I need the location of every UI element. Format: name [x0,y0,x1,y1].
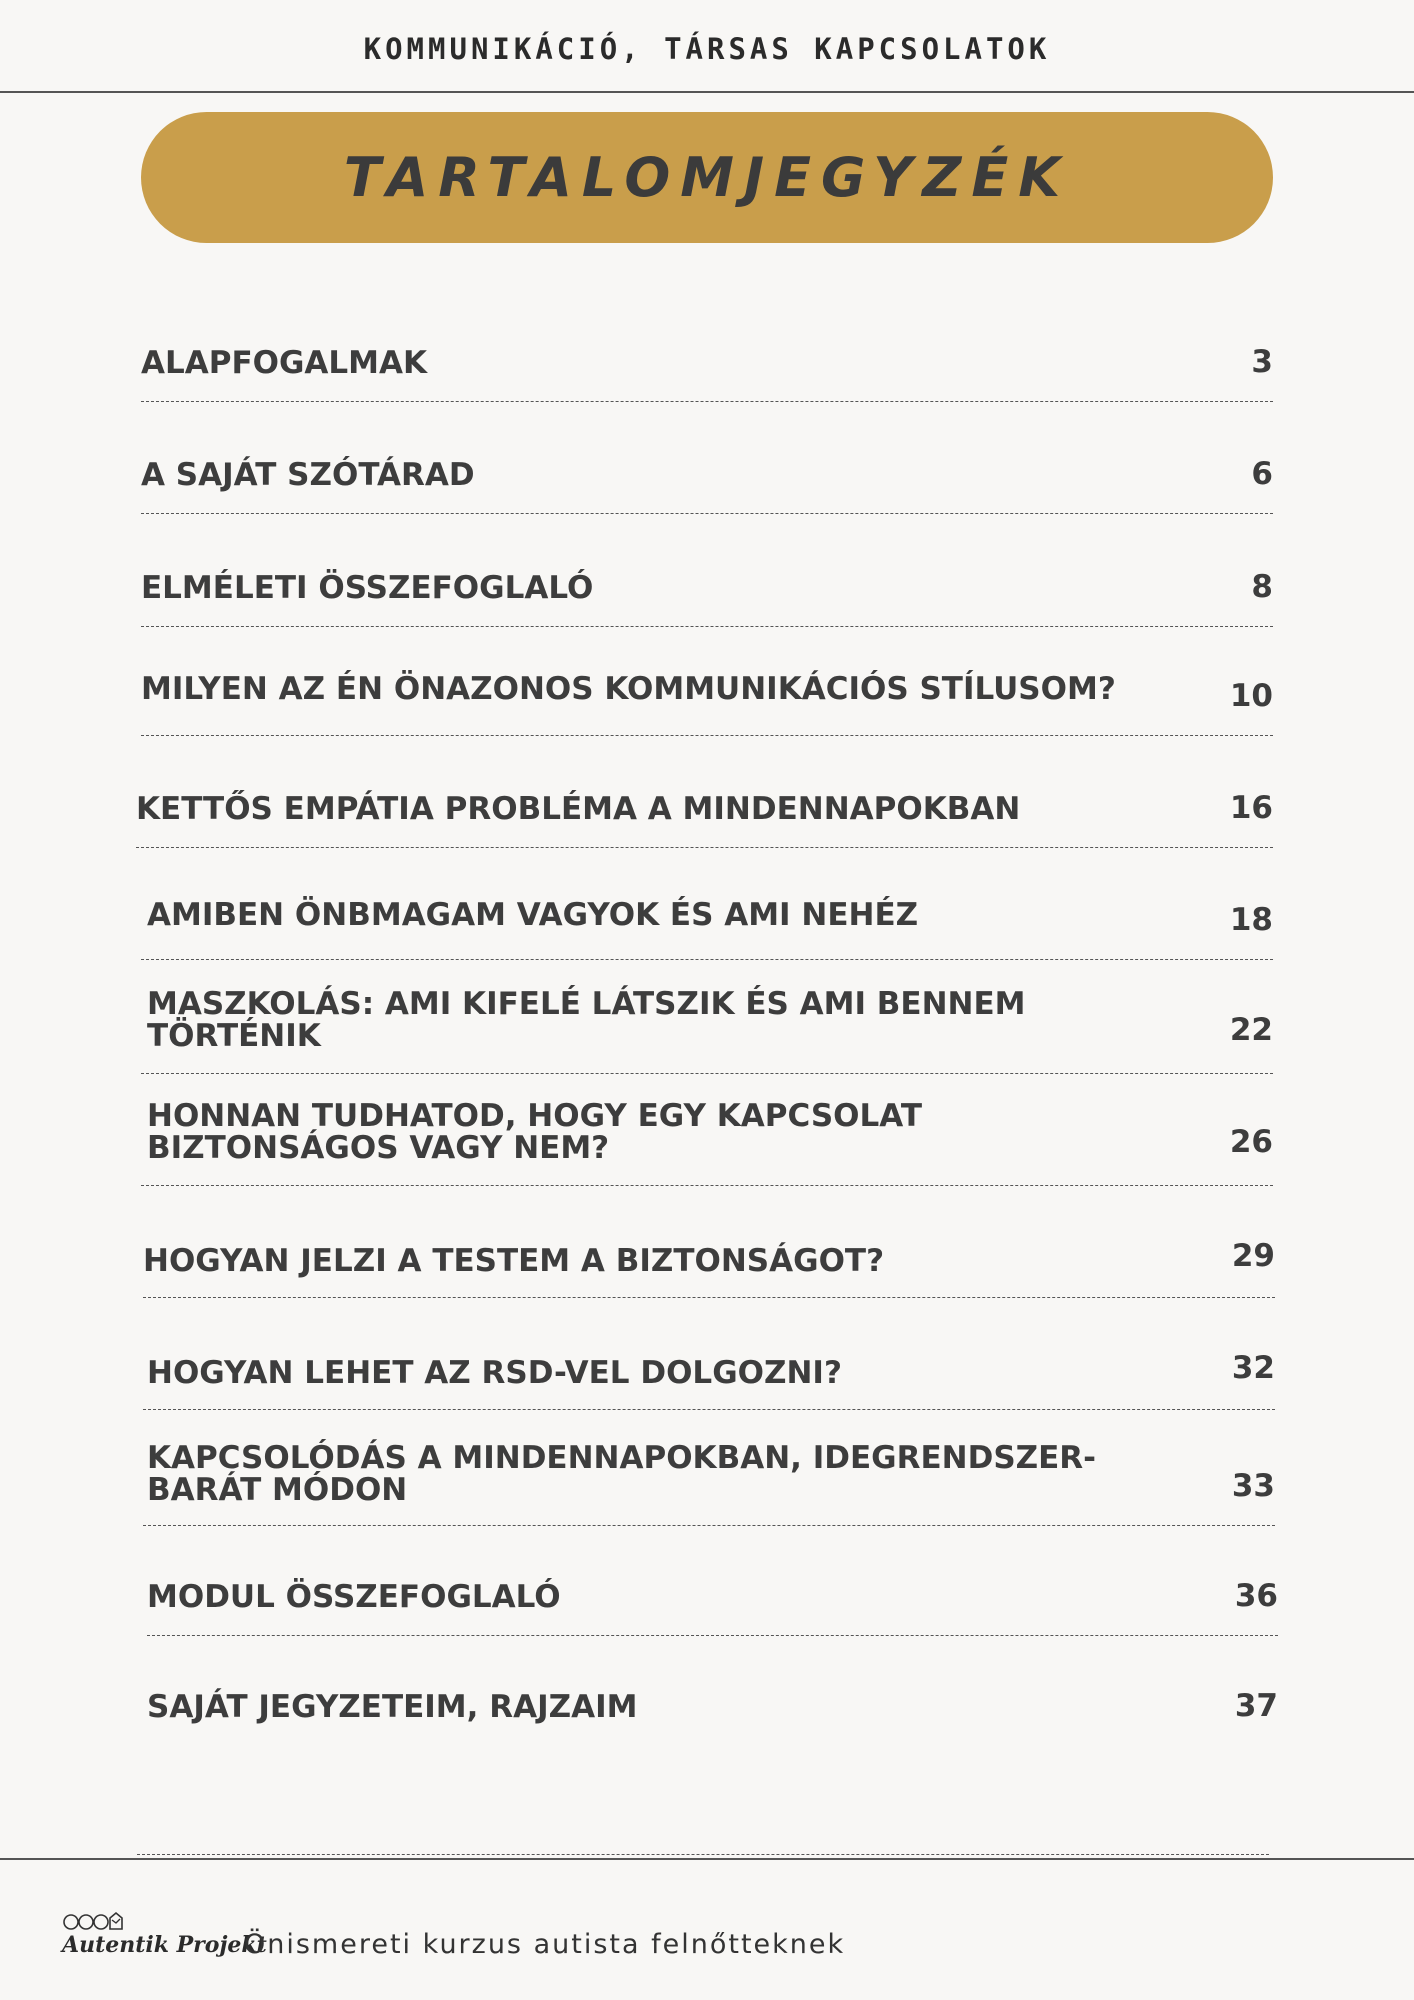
toc-entry-label: AMIBEN ÖNBMAGAM VAGYOK ÉS AMI NEHÉZ [147,897,919,933]
dotted-leader [143,1525,1275,1526]
toc-entry-page: 29 [1231,1238,1275,1274]
toc-entry[interactable] [141,422,1273,514]
footer-tagline: Önismereti kurzus autista felnőtteknek [244,1929,846,1960]
toc-entry-label: MODUL ÖSSZEFOGLALÓ [147,1579,561,1615]
toc-entry[interactable] [143,1206,1275,1298]
toc-entry-label: ELMÉLETI ÖSSZEFOGLALÓ [141,570,594,606]
toc-entry[interactable] [141,976,1273,1074]
toc-entry-page: 8 [1251,569,1273,605]
toc-entry-label: MILYEN AZ ÉN ÖNAZONOS KOMMUNIKÁCIÓS STÍLUSOM? [141,671,1116,707]
toc-entry-label: HONNAN TUDHATOD, HOGY EGY KAPCSOLAT BIZTONSÁGOS VAGY NEM? [147,1098,922,1166]
dotted-leader [141,513,1273,514]
toc-title: TARTALOMJEGYZÉK [343,146,1071,209]
toc-entry[interactable] [136,756,1273,848]
dotted-leader [136,847,1273,848]
toc-entry[interactable] [141,1088,1273,1186]
toc-title-banner [141,112,1273,243]
toc-entry-label: MASZKOLÁS: AMI KIFELÉ LÁTSZIK ÉS AMI BENNEM TÖRTÉNIK [147,986,1026,1054]
toc-entry[interactable] [147,1680,1278,1730]
toc-entry[interactable] [143,1424,1275,1526]
toc-entry[interactable] [141,642,1273,736]
dotted-leader [141,401,1273,402]
header-divider [0,91,1414,93]
toc-entry[interactable] [141,310,1273,402]
dotted-leader [141,1185,1273,1186]
dotted-leader [143,1297,1275,1298]
toc-entry[interactable] [141,535,1273,627]
toc-entry-label: HOGYAN LEHET AZ RSD-VEL DOLGOZNI? [147,1355,842,1391]
running-header: KOMMUNIKÁCIÓ, TÁRSAS KAPCSOLATOK [363,32,1051,66]
toc-entry-label: KAPCSOLÓDÁS A MINDENNAPOKBAN, IDEGRENDSZER-BARÁT MÓDON [147,1440,1097,1508]
toc-entry-label: ALAPFOGALMAK [141,345,428,381]
footer-divider [0,1858,1414,1860]
toc-entry-page: 6 [1251,456,1273,492]
toc-entry-page: 10 [1229,678,1273,714]
toc-entry-label: HOGYAN JELZI A TESTEM A BIZTONSÁGOT? [143,1243,885,1279]
toc-entry[interactable] [147,1544,1278,1636]
dotted-leader [141,1073,1273,1074]
toc-entry-page: 36 [1234,1578,1278,1614]
dotted-leader [141,959,1273,960]
toc-entry-label: KETTŐS EMPÁTIA PROBLÉMA A MINDENNAPOKBAN [136,791,1021,827]
toc-entry-page: 22 [1229,1012,1273,1048]
dotted-leader [147,1635,1278,1636]
toc-entry[interactable] [143,1318,1275,1410]
toc-entry-page: 33 [1231,1468,1275,1504]
dotted-leader [141,626,1273,627]
logo-circles-icon [62,1908,142,1932]
dotted-leader [143,1409,1275,1410]
toc-entry-page: 16 [1229,790,1273,826]
logo-text: Autentik Projekt [62,1932,267,1958]
toc-entry-page: 18 [1229,902,1273,938]
toc-entry-page: 37 [1234,1688,1278,1724]
autentik-projekt-logo [62,1908,267,1970]
footer-dotted-line [137,1854,1269,1855]
toc-entry-label: A SAJÁT SZÓTÁRAD [141,457,475,493]
dotted-leader [141,735,1273,736]
toc-entry[interactable] [141,868,1273,960]
toc-entry-label: SAJÁT JEGYZETEIM, RAJZAIM [147,1689,638,1725]
toc-entry-page: 32 [1231,1350,1275,1386]
toc-entry-page: 26 [1229,1124,1273,1160]
toc-entry-page: 3 [1251,344,1273,380]
